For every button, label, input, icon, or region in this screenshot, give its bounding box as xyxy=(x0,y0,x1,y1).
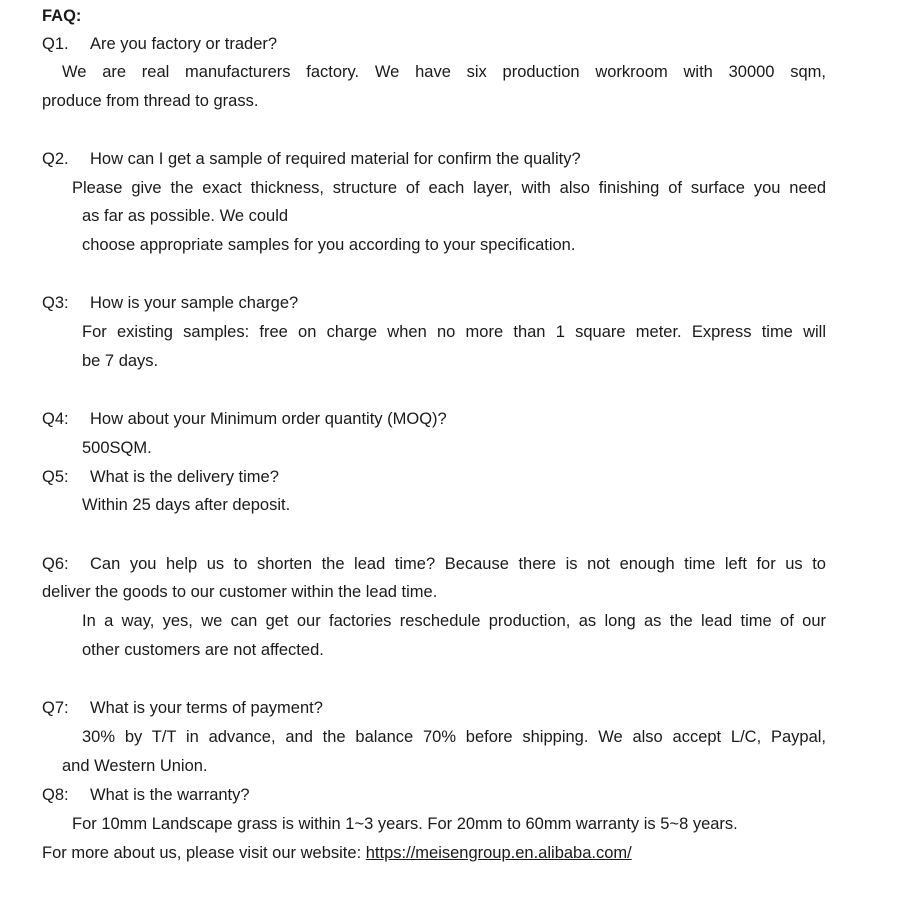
q6-question-line-2: deliver the goods to our customer within the lead time. xyxy=(42,583,438,601)
q2-question: How can I get a sample of required material for confirm the quality? xyxy=(90,150,581,168)
q8-number: Q8: xyxy=(42,786,69,804)
q7-number: Q7: xyxy=(42,699,69,717)
q1-number: Q1. xyxy=(42,35,69,53)
q4-number: Q4: xyxy=(42,410,69,428)
q7-question-line xyxy=(42,698,323,718)
q5-answer: Within 25 days after deposit. xyxy=(82,496,291,514)
q8-question: What is the warranty? xyxy=(90,786,250,804)
q4-question-line xyxy=(42,409,447,429)
q6-answer-line-2: other customers are not affected. xyxy=(82,641,324,659)
q1-question: Are you factory or trader? xyxy=(90,35,278,53)
q6-question-line xyxy=(42,554,826,574)
q3-answer-line-2: be 7 days. xyxy=(82,352,159,370)
q7-answer-line-2: and Western Union. xyxy=(62,757,208,775)
q6-answer-line-1: In a way, yes, we can get our factories reschedule production, as long as the lead time of our xyxy=(82,612,826,630)
q8-question-line xyxy=(42,785,250,805)
q3-question-line xyxy=(42,293,298,313)
q1-answer-line-1: We are real manufacturers factory. We have six production workroom with 30000 sqm, xyxy=(62,63,826,81)
q2-answer-line-2: as far as possible. We could xyxy=(82,207,289,225)
q7-question: What is your terms of payment? xyxy=(90,699,323,717)
footer-line xyxy=(42,843,632,863)
q7-answer-line-1: 30% by T/T in advance, and the balance 70% before shipping. We also accept L/C, Paypal, xyxy=(82,728,826,746)
q3-answer-line-1: For existing samples: free on charge when no more than 1 square meter. Express time will xyxy=(82,323,826,341)
q6-number: Q6: xyxy=(42,555,69,573)
q4-question: How about your Minimum order quantity (MOQ)? xyxy=(90,410,447,428)
faq-title: FAQ: xyxy=(42,7,82,25)
website-link[interactable]: https://meisengroup.en.alibaba.com/ xyxy=(365,844,632,862)
footer-text: For more about us, please visit our website: xyxy=(42,844,362,862)
q2-question-line xyxy=(42,149,581,169)
q2-answer-line-1: Please give the exact thickness, structure of each layer, with also finishing of surface you need xyxy=(72,179,826,197)
q6-question: Can you help us to shorten the lead time? Because there is not enough time left for us to xyxy=(90,555,826,573)
q2-answer-line-3: choose appropriate samples for you according to your specification. xyxy=(82,236,576,254)
q1-question-line xyxy=(42,34,277,54)
q2-number: Q2. xyxy=(42,150,69,168)
q5-question-line xyxy=(42,467,279,487)
q5-question: What is the delivery time? xyxy=(90,468,279,486)
q3-question: How is your sample charge? xyxy=(90,294,299,312)
q8-answer: For 10mm Landscape grass is within 1~3 years. For 20mm to 60mm warranty is 5~8 years. xyxy=(72,815,738,833)
q1-answer-line-2: produce from thread to grass. xyxy=(42,92,259,110)
q3-number: Q3: xyxy=(42,294,69,312)
q4-answer: 500SQM. xyxy=(82,439,152,457)
q5-number: Q5: xyxy=(42,468,69,486)
